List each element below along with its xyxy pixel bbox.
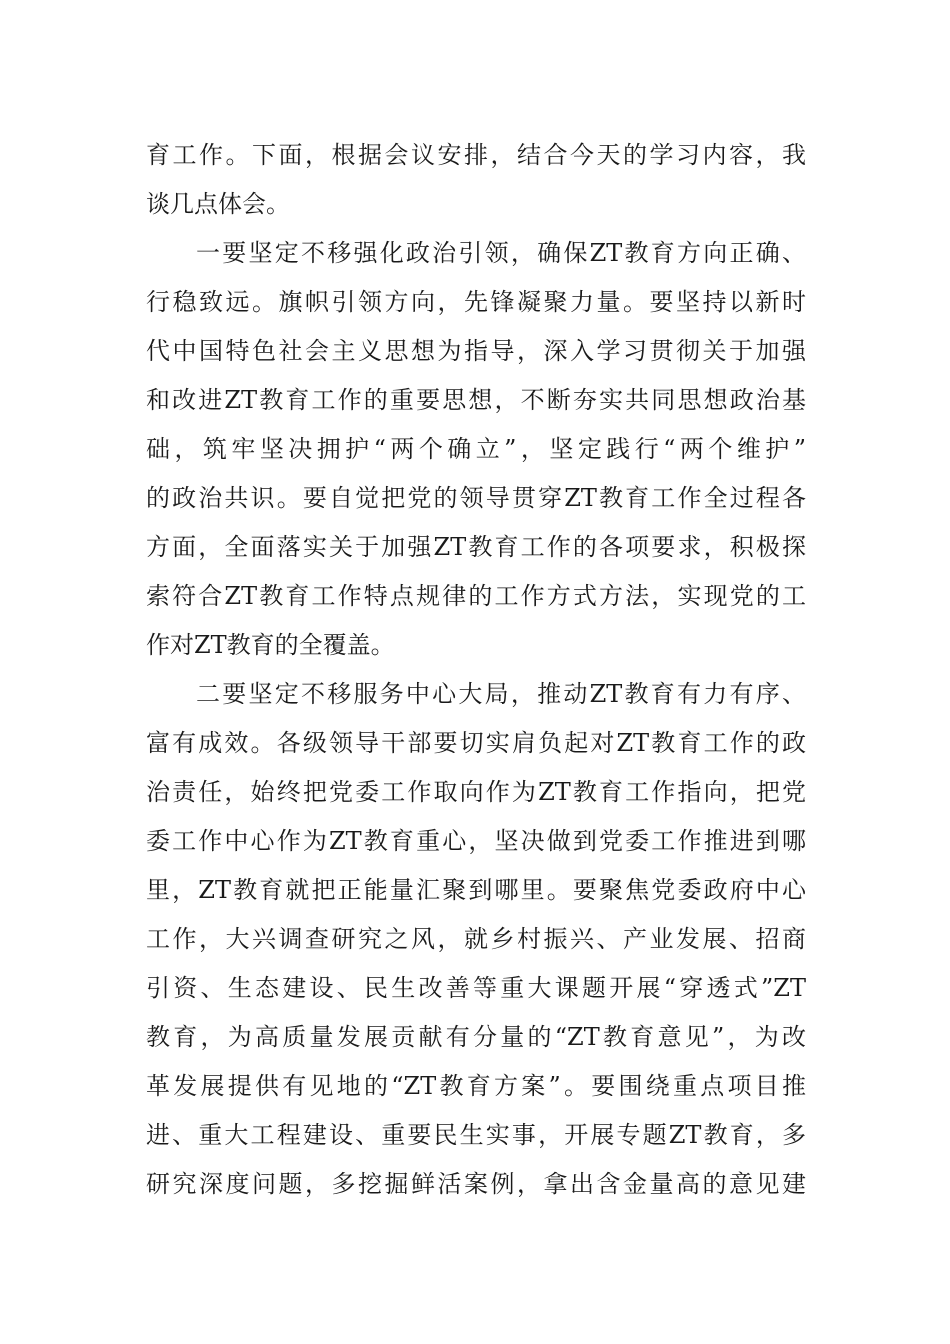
text-line: 革发展提供有见地的“ZT教育方案”。要围绕重点项目推 xyxy=(146,1072,806,1100)
text-line: 进、重大工程建设、重要民生实事，开展专题ZT教育，多 xyxy=(146,1121,806,1149)
text-line: 索符合ZT教育工作特点规律的工作方式方法，实现党的工 xyxy=(146,582,806,610)
text-line: 工作，大兴调查研究之风，就乡村振兴、产业发展、招商 xyxy=(146,925,806,953)
text-line: 引资、生态建设、民生改善等重大课题开展“穿透式”ZT xyxy=(146,974,806,1002)
text-line: 行稳致远。旗帜引领方向，先锋凝聚力量。要坚持以新时 xyxy=(146,288,806,316)
text-line: 育工作。下面，根据会议安排，结合今天的学习内容，我 xyxy=(146,141,806,169)
text-line: 富有成效。各级领导干部要切实肩负起对ZT教育工作的政 xyxy=(146,729,806,757)
text-line: 研究深度问题，多挖掘鲜活案例，拿出含金量高的意见建 xyxy=(146,1170,806,1198)
body-text xyxy=(146,131,806,1209)
text-line: 委工作中心作为ZT教育重心，坚决做到党委工作推进到哪 xyxy=(146,827,806,855)
text-line: 作对ZT教育的全覆盖。 xyxy=(146,631,395,659)
text-line: 和改进ZT教育工作的重要思想，不断夯实共同思想政治基 xyxy=(146,386,806,414)
text-line: 方面，全面落实关于加强ZT教育工作的各项要求，积极探 xyxy=(146,533,806,561)
text-line: 的政治共识。要自觉把党的领导贯穿ZT教育工作全过程各 xyxy=(146,484,806,512)
paragraph-start-line: 一要坚定不移强化政治引领，确保ZT教育方向正确、 xyxy=(196,239,806,267)
text-line: 治责任，始终把党委工作取向作为ZT教育工作指向，把党 xyxy=(146,778,806,806)
text-line: 代中国特色社会主义思想为指导，深入学习贯彻关于加强 xyxy=(146,337,806,365)
text-line: 谈几点体会。 xyxy=(146,190,290,218)
text-line: 础，筑牢坚决拥护“两个确立”，坚定践行“两个维护” xyxy=(146,435,806,463)
text-line: 里，ZT教育就把正能量汇聚到哪里。要聚焦党委政府中心 xyxy=(146,876,806,904)
paragraph-start-line: 二要坚定不移服务中心大局，推动ZT教育有力有序、 xyxy=(196,680,806,708)
text-line: 教育，为高质量发展贡献有分量的“ZT教育意见”，为改 xyxy=(146,1023,806,1051)
